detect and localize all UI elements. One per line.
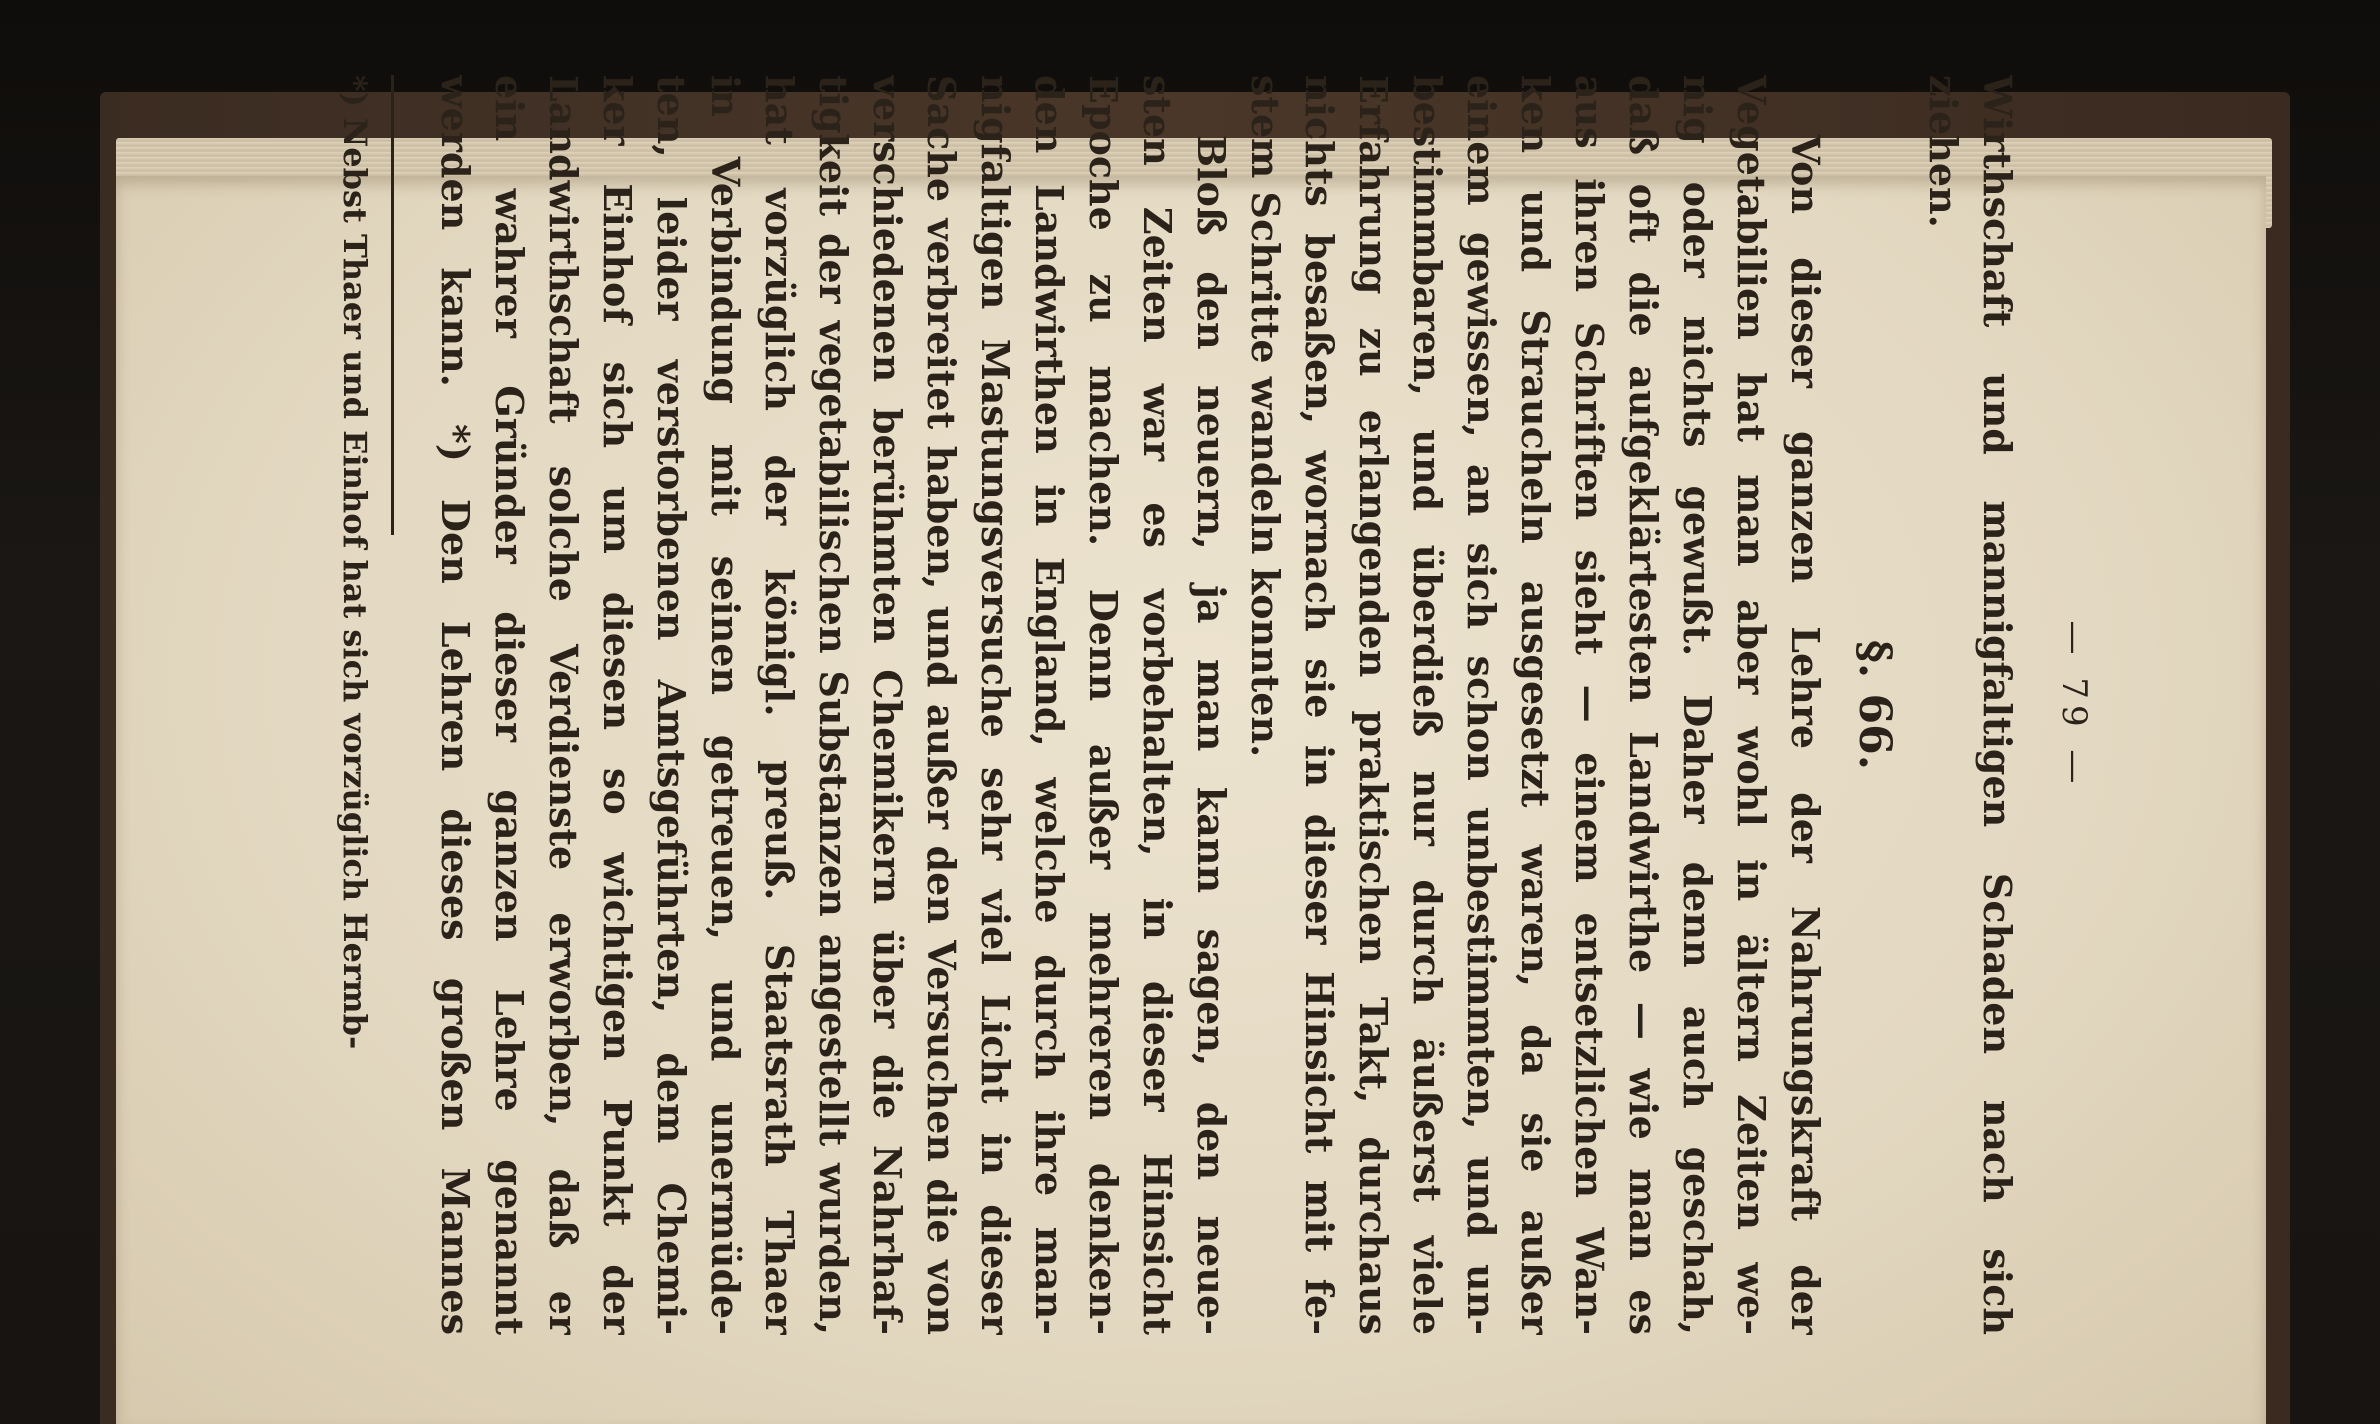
text-line: ten, leider verstorbenen Amtsgeführten, dem Chemi- xyxy=(649,75,694,1335)
text-line: bestimmbaren, und überdieß nur durch äußerst viele xyxy=(1405,75,1450,1335)
text-line: Von dieser ganzen Lehre der Nahrungskraft der xyxy=(1783,135,1828,1335)
footnote: *) Nebst Thaer und Einhof hat sich vorzüglich Hermb- xyxy=(336,75,374,1050)
text-line: aus ihren Schriften sieht — einem entsetzlichen Wan- xyxy=(1567,75,1612,1335)
text-line: Epoche zu machen. Denn außer mehreren denken- xyxy=(1081,75,1126,1335)
section-heading: §. 66. xyxy=(1849,639,1900,771)
text-line: einem gewissen, an sich schon unbestimmten, und un- xyxy=(1459,75,1504,1335)
text-line: verschiedenen berühmten Chemikern über die Nahrhaf- xyxy=(865,75,910,1335)
text-line: nichts besaßen, wornach sie in dieser Hinsicht mit fe- xyxy=(1297,75,1342,1335)
text-line: Landwirthschaft solche Verdienste erworben, daß er xyxy=(541,75,586,1335)
text-line: Sache verbreitet haben, und außer den Versuchen die von xyxy=(919,75,964,1335)
text-line: Erfahrung zu erlangenden praktischen Takt, durchaus xyxy=(1351,75,1396,1335)
text-line: Wirthschaft und mannigfaltigen Schaden nach sich xyxy=(1975,75,2020,1335)
text-line: stem Schritte wandeln konnten. xyxy=(1243,75,1288,758)
text-line: ker Einhof sich um diesen so wichtigen Punkt der xyxy=(595,75,640,1335)
text-line: den Landwirthen in England, welche durch ihre man- xyxy=(1027,75,1072,1335)
page-text-block xyxy=(284,55,2094,1355)
text-line: sten Zeiten war es vorbehalten, in dieser Hinsicht xyxy=(1135,75,1180,1335)
text-line: hat vorzüglich der königl. preuß. Staatsrath Thaer xyxy=(757,75,802,1335)
text-line: in Verbindung mit seinen getreuen, und unermüde- xyxy=(703,75,748,1335)
text-line: ken und Straucheln ausgesetzt waren, da sie außer xyxy=(1513,75,1558,1335)
text-line: Vegetabilien hat man aber wohl in ältern Zeiten we- xyxy=(1729,75,1774,1335)
text-line: Bloß den neuern, ja man kann sagen, den neue- xyxy=(1189,135,1234,1335)
footnote-rule xyxy=(391,75,394,535)
text-line: tigkeit der vegetabilischen Substanzen angestellt wurden, xyxy=(811,75,856,1335)
page-header: — 79 — xyxy=(2054,620,2094,790)
text-line: ziehen. xyxy=(1921,75,1966,228)
page-content xyxy=(428,55,2024,1355)
text-line: ein wahrer Gründer dieser ganzen Lehre genannt xyxy=(487,75,532,1335)
text-line: daß oft die aufgeklärtesten Landwirthe — wie man es xyxy=(1621,75,1666,1335)
text-line: nigfaltigen Mastungsversuche sehr viel Licht in dieser xyxy=(973,75,1018,1335)
text-line: werden kann. *) Den Lehren dieses großen Mannes xyxy=(433,75,478,1335)
text-line: nig oder nichts gewußt. Daher denn auch geschah, xyxy=(1675,75,1720,1335)
